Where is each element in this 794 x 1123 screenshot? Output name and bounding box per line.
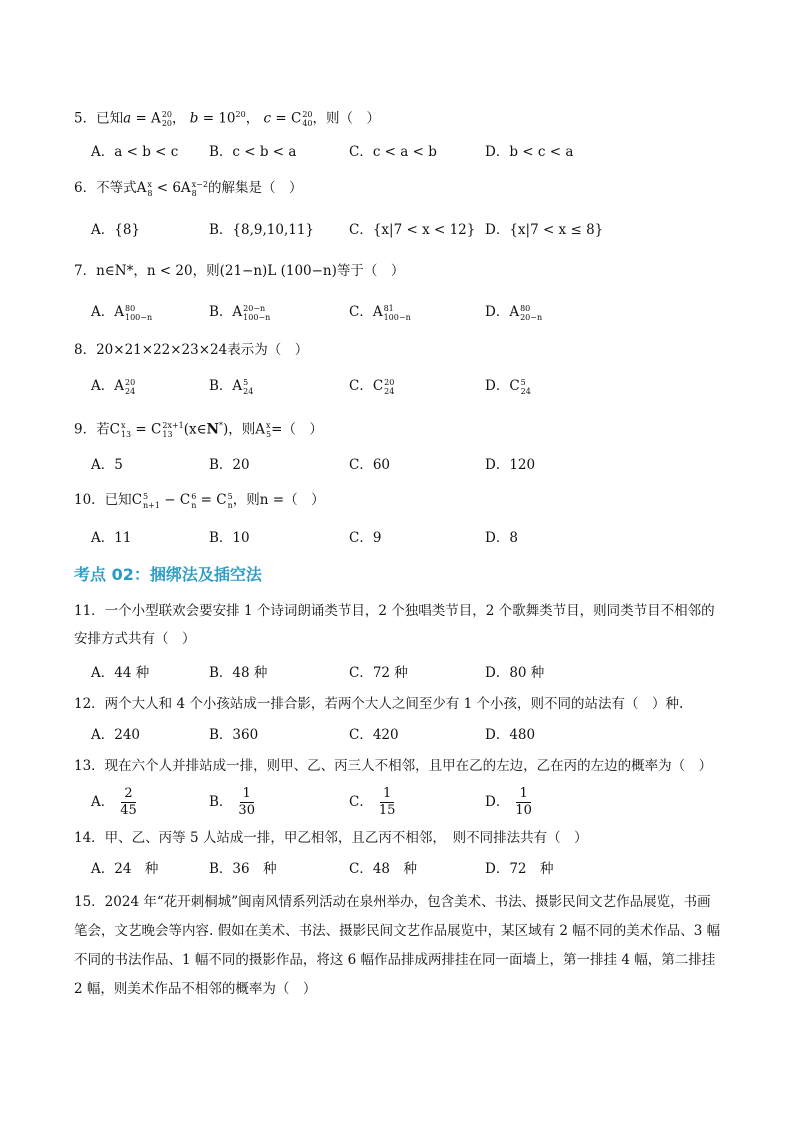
option-b: B．10 [209, 530, 250, 546]
option-b: B．20 [209, 457, 250, 473]
option-c: C．48 种 [349, 861, 418, 877]
fraction: $\frac{1}{10}$ [515, 786, 532, 818]
option-d: D．72 种 [485, 861, 554, 877]
option-c: C．{x|7 < x < 12} [349, 222, 476, 238]
question-6: 6．不等式A x 8 < 6A x−2 8 的解集是（ ） [74, 179, 303, 198]
option-c: C．72 种 [349, 665, 408, 681]
question-12: 12．两个大人和 4 个小孩站成一排合影，若两个大人之间至少有 1 个小孩，则不同的站法有（ ）种. [74, 696, 684, 712]
option-a: A．a < b < c [91, 144, 179, 160]
option-d: D． $\frac{1}{10}$ [485, 786, 532, 818]
option-d: D．C 5 24 [485, 377, 531, 396]
option-b: B．A 20−n 100−n [209, 303, 271, 322]
option-d: D．480 [485, 727, 536, 743]
option-b: B．36 种 [209, 861, 277, 877]
option-a: A．44 种 [91, 665, 150, 681]
option-b: B．A 5 24 [209, 377, 254, 396]
fraction: $\frac{2}{45}$ [120, 786, 137, 818]
question-14: 14．甲、乙、丙等 5 人站成一排，甲乙相邻，且乙丙不相邻， 则不同排法共有（ ） [74, 830, 588, 846]
option-b: B．c < b < a [209, 144, 297, 160]
option-c: C．60 [349, 457, 391, 473]
option-a: A．240 [91, 727, 141, 743]
option-c: C．A 81 100−n [349, 303, 411, 322]
question-9: 9．若C x 13 = C 2x+1 13 (x∈N*)，则A x 5 =（ ） [74, 421, 323, 439]
option-d: D．8 [485, 530, 518, 546]
option-c: C． $\frac{1}{15}$ [349, 786, 396, 818]
fraction: $\frac{1}{15}$ [378, 786, 396, 818]
option-b: B．360 [209, 727, 259, 743]
question-15: 15．2024 年“花开刺桐城”闽南风情系列活动在泉州举办，包含美术、书法、摄影民间文艺作品展览，书画笔会，文艺晚会等内容. 假如在美术、书法、摄影民间文艺作品展览中，某区域有 2 幅不同的美术作品、3 幅不同的书法作品、1 幅不同的摄影作品，将这 6 幅作品排成两排挂在同一面墙上，第一排挂 4 幅，第二排挂 2 幅，则美术作品不相邻的概率为（ ） [74, 894, 721, 997]
question-8: 8．20×21×22×23×24表示为（ ） [74, 342, 309, 358]
option-a: A．A 80 100−n [91, 303, 153, 322]
option-d: D．b < c < a [485, 144, 574, 160]
option-a: A．A 20 24 [91, 377, 136, 396]
option-a: A．5 [91, 457, 123, 473]
question-13: 13．现在六个人并排站成一排，则甲、乙、丙三人不相邻，且甲在乙的左边，乙在丙的左边的概率为（ ） [74, 758, 713, 774]
question-11: 11．一个小型联欢会要安排 1 个诗词朗诵类节目，2 个独唱类节目，2 个歌舞类节目，则同类节目不相邻的安排方式共有（ ） [74, 603, 715, 647]
option-c: C．c < a < b [349, 144, 437, 160]
option-a: A．{8} [91, 222, 141, 238]
fraction: $\frac{1}{30}$ [238, 786, 255, 818]
option-d: D．{x|7 < x ≤ 8} [485, 222, 604, 238]
option-b: B． $\frac{1}{30}$ [209, 786, 255, 818]
option-d: D．A 80 20−n [485, 303, 543, 322]
option-c: C．9 [349, 530, 382, 546]
option-c: C．C 20 24 [349, 377, 395, 396]
option-a: A． $\frac{2}{45}$ [91, 786, 137, 818]
question-5: 5．已知a = A 20 20 ， $b = 10^{20}$， c = C 20 40 ，则（ ） [74, 110, 380, 128]
option-a: A．24 种 [91, 861, 159, 877]
question-10: 10．已知C 5 n+1 − C 6 n = C 5 n ，则n =（ ） [74, 491, 325, 510]
option-d: D．120 [485, 457, 536, 473]
option-c: C．420 [349, 727, 399, 743]
question-7: 7．n∈N*，n < 20，则(21−n)L (100−n)等于（ ） [74, 263, 405, 279]
section-heading: 考点 02：捆绑法及插空法 [74, 565, 262, 584]
option-b: B．48 种 [209, 665, 268, 681]
option-b: B．{8,9,10,11} [209, 222, 315, 238]
option-d: D．80 种 [485, 665, 545, 681]
option-a: A．11 [91, 530, 132, 546]
